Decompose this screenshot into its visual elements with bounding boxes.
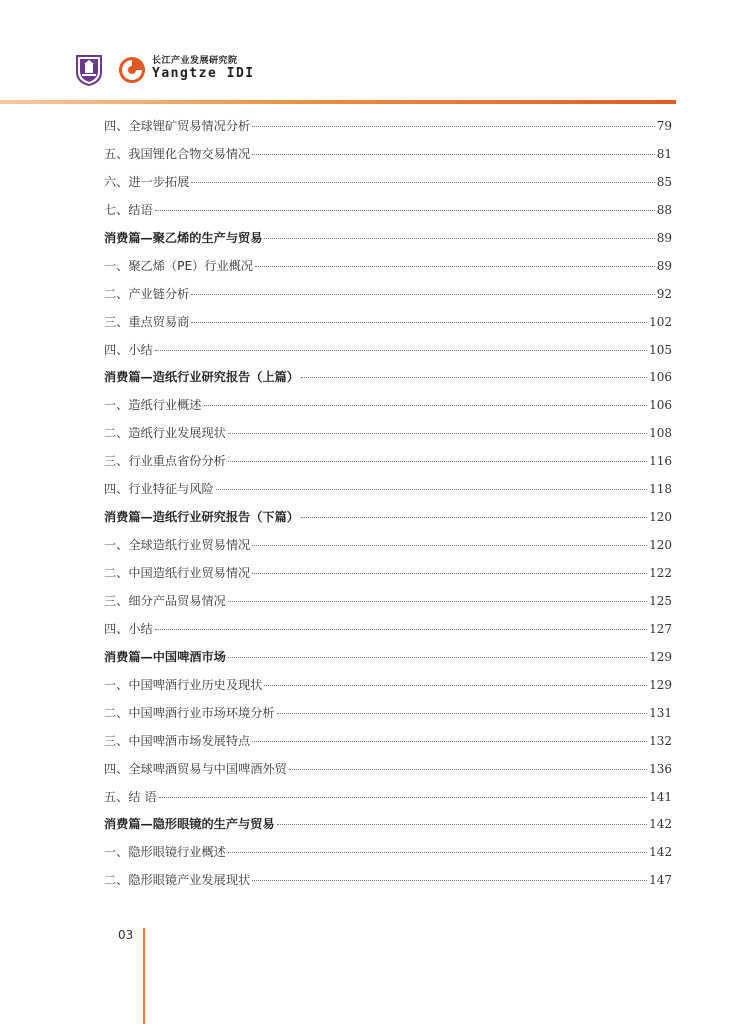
toc-leader-dots [252,154,654,155]
toc-leader-dots [159,797,647,798]
toc-leader-dots [155,629,647,630]
toc-section-entry[interactable] [104,648,672,676]
toc-leader-dots [252,573,647,574]
toc-entry[interactable] [104,760,672,788]
toc-entry-label: 五、我国锂化合物交易情况 [104,146,251,161]
toc-entry-page: 122 [649,566,672,580]
toc-entry-label: 二、产业链分析 [104,286,190,301]
toc-leader-dots [252,741,647,742]
toc-entry-label: 二、隐形眼镜产业发展现状 [104,873,251,888]
toc-entry-label: 一、造纸行业概述 [104,398,202,413]
toc-entry-label: 五、结 语 [104,789,157,804]
toc-entry-page: 89 [656,230,672,245]
toc-entry-label: 四、行业特征与风险 [104,482,214,497]
toc-leader-dots [228,852,647,853]
toc-entry-label: 三、细分产品贸易情况 [104,593,226,608]
toc-entry-label: 一、中国啤酒行业历史及现状 [104,677,263,692]
toc-entry-label: 七、结语 [104,202,153,217]
brand-name-en: Yangtze IDI [152,66,255,81]
yangtze-logo-icon [118,56,146,84]
toc-entry-label: 三、行业重点省份分析 [104,454,226,469]
toc-leader-dots [155,350,647,351]
toc-entry-page: 102 [649,314,672,329]
toc-entry[interactable] [104,871,672,899]
toc-entry-page: 108 [649,426,672,441]
toc-entry-label: 消费篇—中国啤酒市场 [104,649,226,664]
toc-entry-page: 125 [649,593,672,608]
toc-entry-label: 一、全球造纸行业贸易情况 [104,538,251,553]
toc-entry[interactable] [104,257,672,285]
toc-leader-dots [252,126,654,127]
toc-entry[interactable] [104,341,672,369]
toc-entry-page: 120 [649,510,672,525]
toc-entry[interactable] [104,285,672,313]
toc-section-entry[interactable] [104,229,672,257]
toc-entry-page: 88 [656,202,672,217]
toc-entry-page: 85 [656,174,672,189]
toc-entry[interactable] [104,145,672,173]
toc-section-entry[interactable] [104,508,672,536]
toc-leader-dots [289,769,647,770]
toc-entry-label: 消费篇—造纸行业研究报告（上篇） [104,370,299,385]
toc-leader-dots [228,657,647,658]
toc-entry[interactable] [104,424,672,452]
toc-entry-page: 131 [649,705,672,720]
page-number-bar [143,928,145,1024]
toc-entry-page: 106 [649,370,672,385]
toc-entry-page: 132 [649,733,672,748]
toc-leader-dots [191,294,654,295]
toc-leader-dots [155,210,655,211]
university-shield-icon [76,54,102,86]
toc-entry[interactable] [104,620,672,648]
toc-entry[interactable] [104,843,672,871]
toc-entry-label: 四、小结 [104,621,153,636]
toc-entry-page: 136 [649,761,672,776]
toc-entry-label: 四、全球啤酒贸易与中国啤酒外贸 [104,761,287,776]
toc-entry-page: 92 [656,286,672,301]
page-number: 03 [118,928,134,942]
toc-leader-dots [252,545,647,546]
toc-leader-dots [216,489,647,490]
toc-entry-label: 三、中国啤酒市场发展特点 [104,733,251,748]
toc-entry[interactable] [104,313,672,341]
toc-leader-dots [277,824,647,825]
toc-leader-dots [255,266,655,267]
toc-entry-page: 142 [649,845,672,860]
toc-entry-label: 消费篇—聚乙烯的生产与贸易 [104,230,263,245]
toc-entry[interactable] [104,788,672,816]
toc-entry-page: 118 [649,482,672,497]
toc-entry-page: 141 [649,789,672,804]
toc-entry-label: 一、隐形眼镜行业概述 [104,845,226,860]
toc-leader-dots [301,377,647,378]
toc-leader-dots [252,880,647,881]
toc-entry[interactable] [104,732,672,760]
toc-entry[interactable] [104,592,672,620]
toc-entry[interactable] [104,201,672,229]
toc-leader-dots [204,405,648,406]
toc-leader-dots [301,517,647,518]
toc-section-entry[interactable] [104,815,672,843]
table-of-contents [104,117,672,899]
header-divider [0,100,676,104]
toc-entry-page: 127 [649,621,672,636]
toc-entry-label: 消费篇—隐形眼镜的生产与贸易 [104,817,275,832]
toc-entry-page: 147 [649,873,672,888]
toc-entry-label: 消费篇—造纸行业研究报告（下篇） [104,510,299,525]
toc-entry-page: 129 [649,649,672,664]
toc-entry-page: 116 [649,454,672,469]
toc-leader-dots [228,461,647,462]
toc-entry-label: 一、聚乙烯（PE）行业概况 [104,258,254,273]
toc-entry-page: 105 [649,342,672,357]
toc-entry-page: 79 [656,119,672,133]
toc-entry-label: 四、小结 [104,342,153,357]
page-header [0,0,755,110]
toc-entry[interactable] [104,704,672,732]
brand-name-cn: 长江产业发展研究院 [152,56,238,66]
toc-leader-dots [277,713,647,714]
toc-leader-dots [191,322,647,323]
toc-entry-label: 四、全球锂矿贸易情况分析 [104,119,251,133]
toc-entry[interactable] [104,536,672,564]
toc-entry[interactable] [104,173,672,201]
toc-entry[interactable] [104,452,672,480]
toc-entry-page: 81 [656,146,672,161]
toc-leader-dots [264,685,647,686]
toc-entry-label: 二、中国造纸行业贸易情况 [104,566,251,580]
toc-entry-label: 二、造纸行业发展现状 [104,426,226,441]
toc-entry-label: 二、中国啤酒行业市场环境分析 [104,705,275,720]
toc-leader-dots [228,601,647,602]
toc-entry[interactable] [104,564,672,592]
toc-entry[interactable] [104,117,672,145]
toc-leader-dots [228,433,647,434]
toc-leader-dots [191,182,654,183]
toc-entry-page: 120 [649,538,672,553]
toc-entry-label: 六、进一步拓展 [104,174,190,189]
toc-section-entry[interactable] [104,368,672,396]
toc-entry-label: 三、重点贸易商 [104,314,190,329]
toc-entry-page: 89 [656,258,672,273]
toc-leader-dots [264,238,654,239]
toc-entry-page: 106 [649,398,672,413]
brand-block [152,56,255,81]
toc-entry-page: 142 [649,817,672,832]
toc-entry[interactable] [104,396,672,424]
toc-entry[interactable] [104,480,672,508]
toc-entry[interactable] [104,676,672,704]
toc-entry-page: 129 [649,677,672,692]
